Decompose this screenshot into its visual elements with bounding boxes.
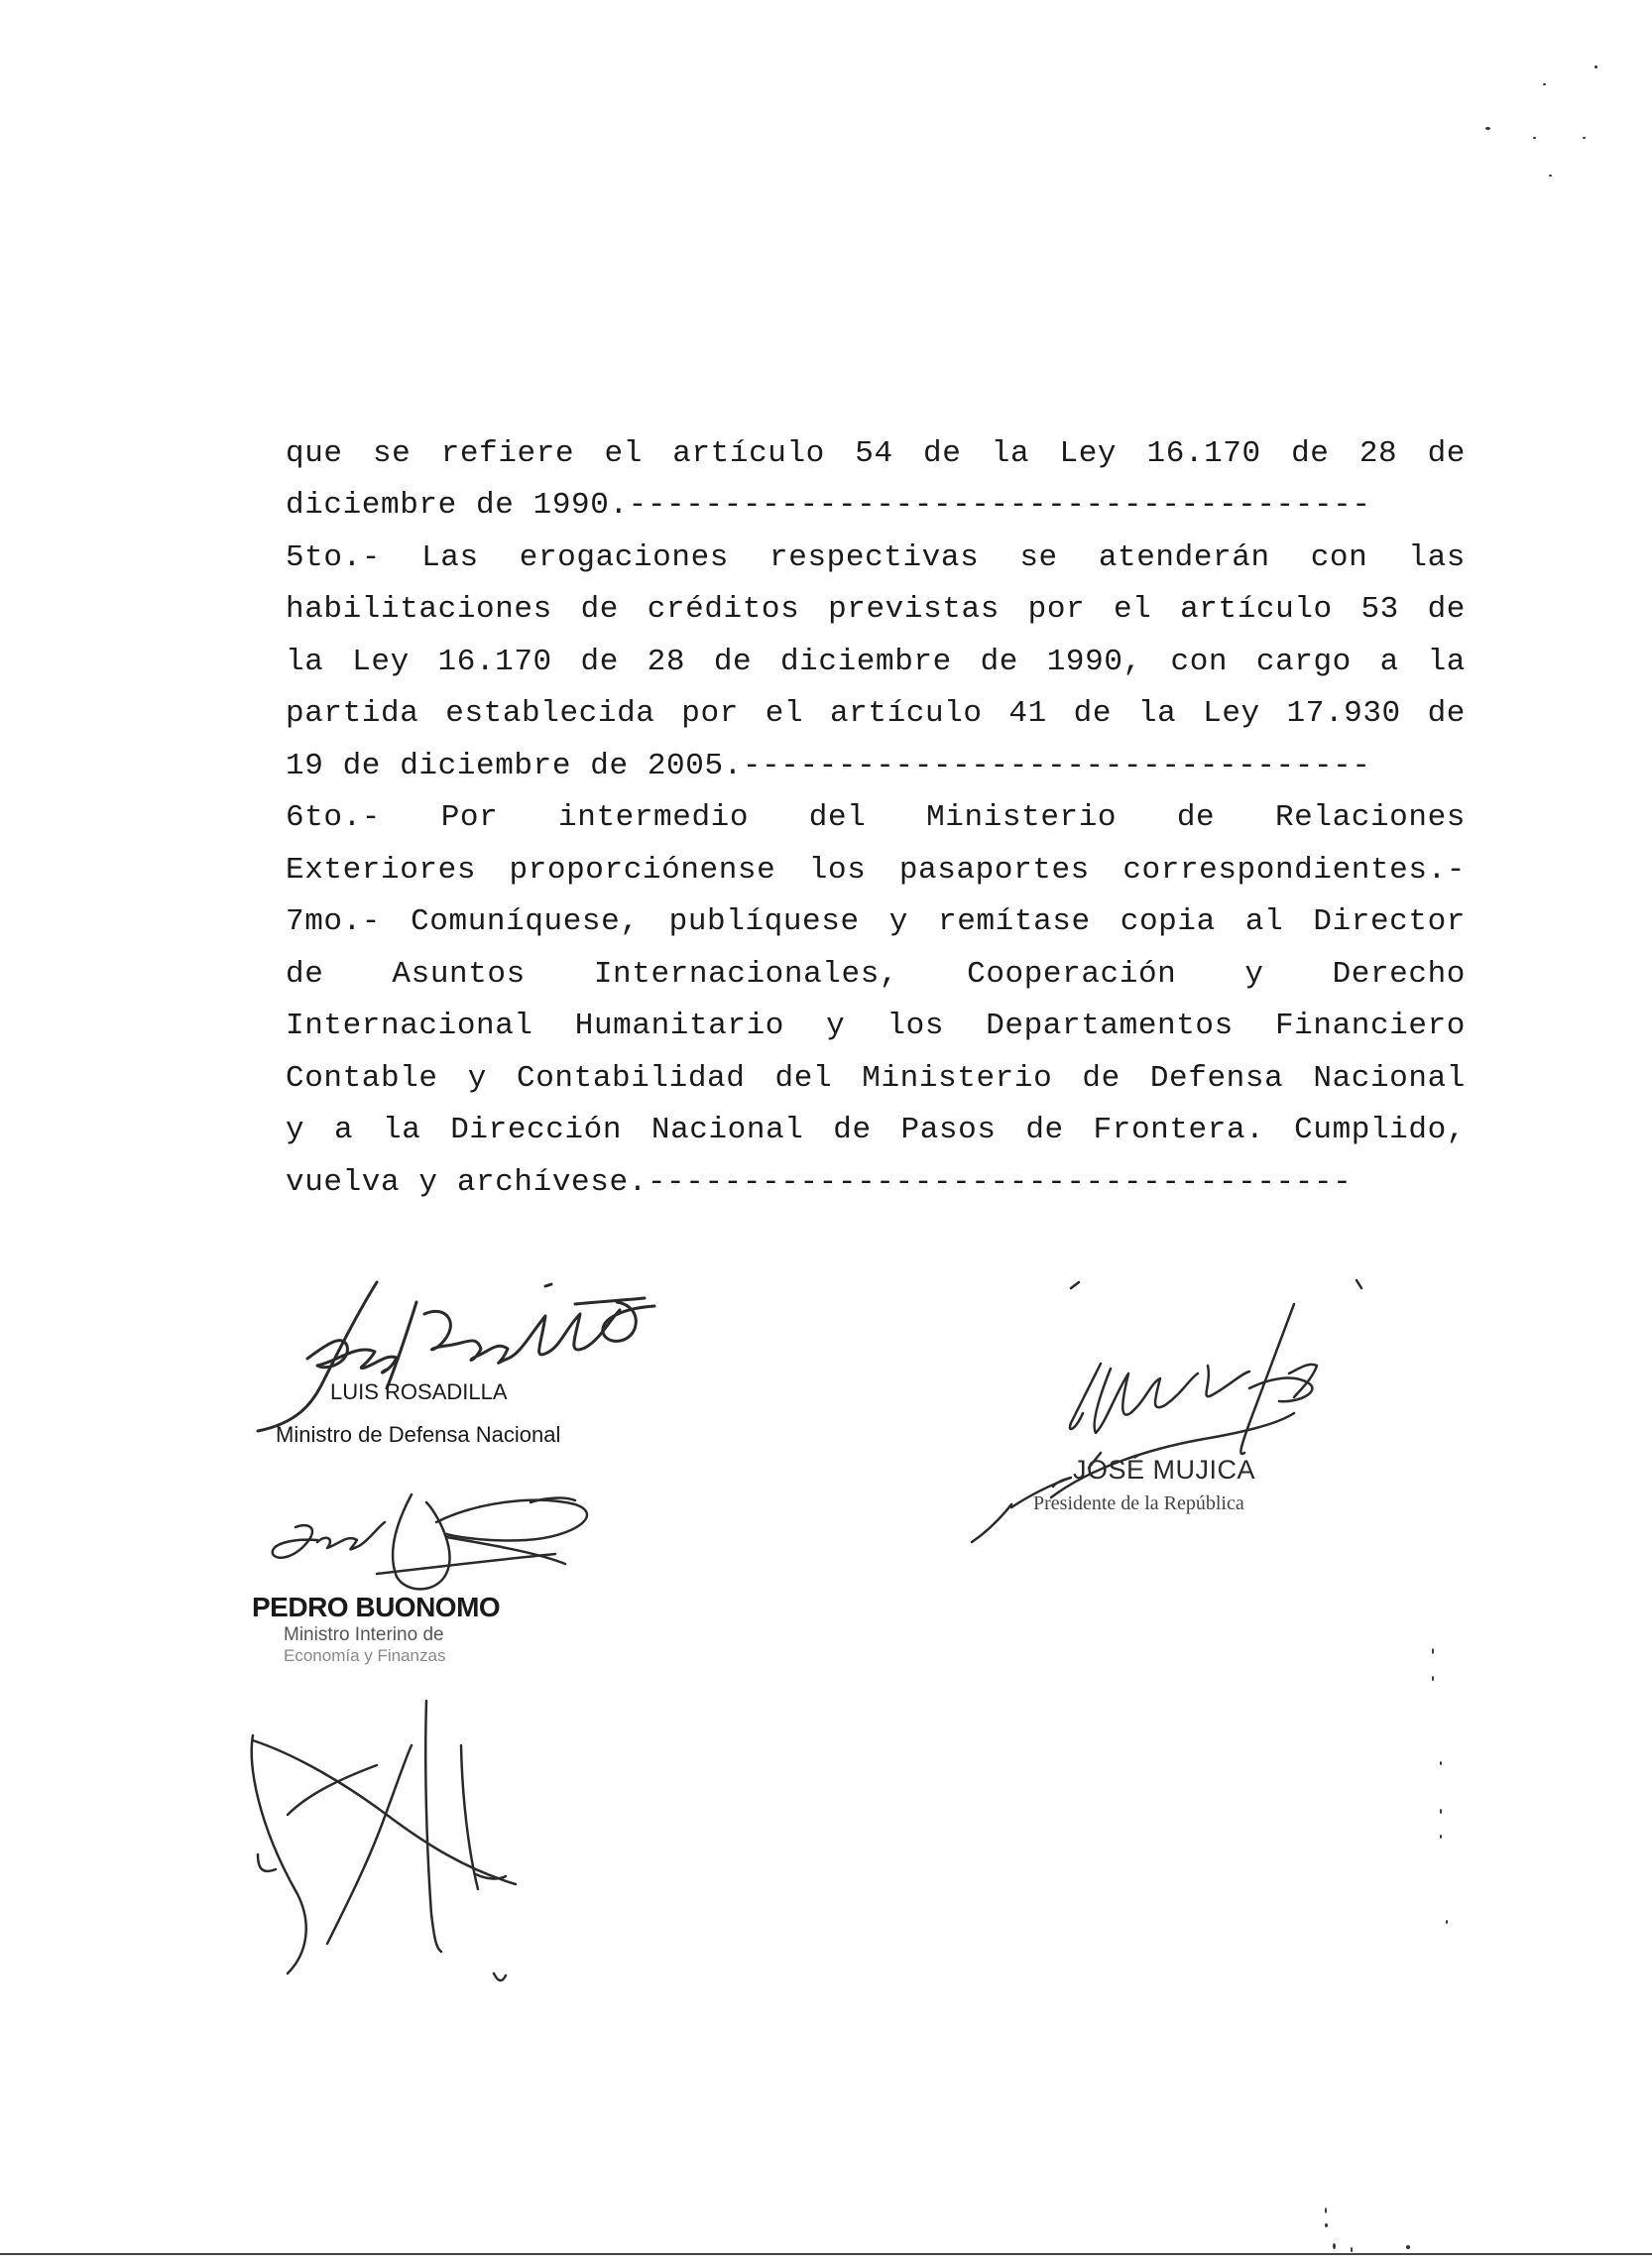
body-line: la Ley 16.170 de 28 de diciembre de 1990, con cargo a la bbox=[286, 645, 1466, 679]
scan-speck bbox=[1406, 2245, 1410, 2249]
buonomo-title-line2: Economía y Finanzas bbox=[284, 1646, 446, 1665]
body-line: 7mo.- Comuníquese, publíquese y remítase copia al Director bbox=[286, 904, 1466, 939]
scan-speck bbox=[1325, 2207, 1327, 2213]
buonomo-title-line1: Ministro Interino de bbox=[284, 1624, 444, 1645]
body-line: Exteriores proporciónense los pasaportes correspondientes.- bbox=[286, 853, 1466, 888]
mujica-name: JOSÉ MUJICA bbox=[1073, 1455, 1256, 1485]
scan-speck bbox=[1543, 83, 1546, 85]
scan-speck bbox=[1432, 1676, 1434, 1681]
bottom-scan-line bbox=[0, 2253, 1652, 2255]
rosadilla-title: Ministro de Defensa Nacional bbox=[276, 1422, 561, 1447]
body-line: vuelva y archívese.------------------------------------- bbox=[286, 1165, 1353, 1200]
body-line: partida establecida por el artículo 41 de la Ley 17.930 de bbox=[286, 696, 1466, 731]
scan-speck bbox=[1533, 137, 1536, 139]
body-line: diciembre de 1990.--------------------------------------- bbox=[286, 488, 1371, 523]
body-line: Contable y Contabilidad del Ministerio de Defensa Nacional bbox=[286, 1061, 1466, 1096]
scan-speck bbox=[1333, 2243, 1336, 2249]
scan-speck bbox=[1440, 1835, 1442, 1839]
scan-speck bbox=[1351, 2247, 1353, 2252]
scan-speck bbox=[1485, 127, 1490, 130]
scan-speck bbox=[1583, 137, 1586, 139]
scan-speck bbox=[1549, 175, 1552, 177]
body-line: que se refiere el artículo 54 de la Ley 16.170 de 28 de bbox=[286, 436, 1466, 471]
scan-speck bbox=[1440, 1809, 1442, 1814]
body-line: 5to.- Las erogaciones respectivas se atenderán con las bbox=[286, 540, 1466, 575]
body-line: de Asuntos Internacionales, Cooperación y Derecho bbox=[286, 957, 1466, 992]
scan-speck bbox=[1432, 1648, 1434, 1654]
buonomo-signature bbox=[248, 1483, 615, 1602]
scan-speck bbox=[1325, 2223, 1328, 2227]
mujica-title: Presidente de la República bbox=[1033, 1492, 1244, 1514]
scan-speck bbox=[1440, 1761, 1442, 1765]
rosadilla-signature bbox=[248, 1274, 664, 1433]
buonomo-name: PEDRO BUONOMO bbox=[252, 1592, 501, 1622]
scan-speck bbox=[1594, 65, 1597, 68]
bottom-signature bbox=[238, 1686, 555, 2003]
body-line: 6to.- Por intermedio del Ministerio de Relaciones bbox=[286, 800, 1466, 835]
body-line: y a la Dirección Nacional de Pasos de Frontera. Cumplido, bbox=[286, 1113, 1466, 1147]
scan-speck bbox=[1446, 1920, 1448, 1924]
body-line: 19 de diciembre de 2005.--------------------------------- bbox=[286, 749, 1371, 783]
body-line: habilitaciones de créditos previstas por el artículo 53 de bbox=[286, 592, 1466, 627]
rosadilla-name: LUIS ROSADILLA bbox=[330, 1379, 508, 1404]
body-line: Internacional Humanitario y los Departamentos Financiero bbox=[286, 1009, 1466, 1043]
